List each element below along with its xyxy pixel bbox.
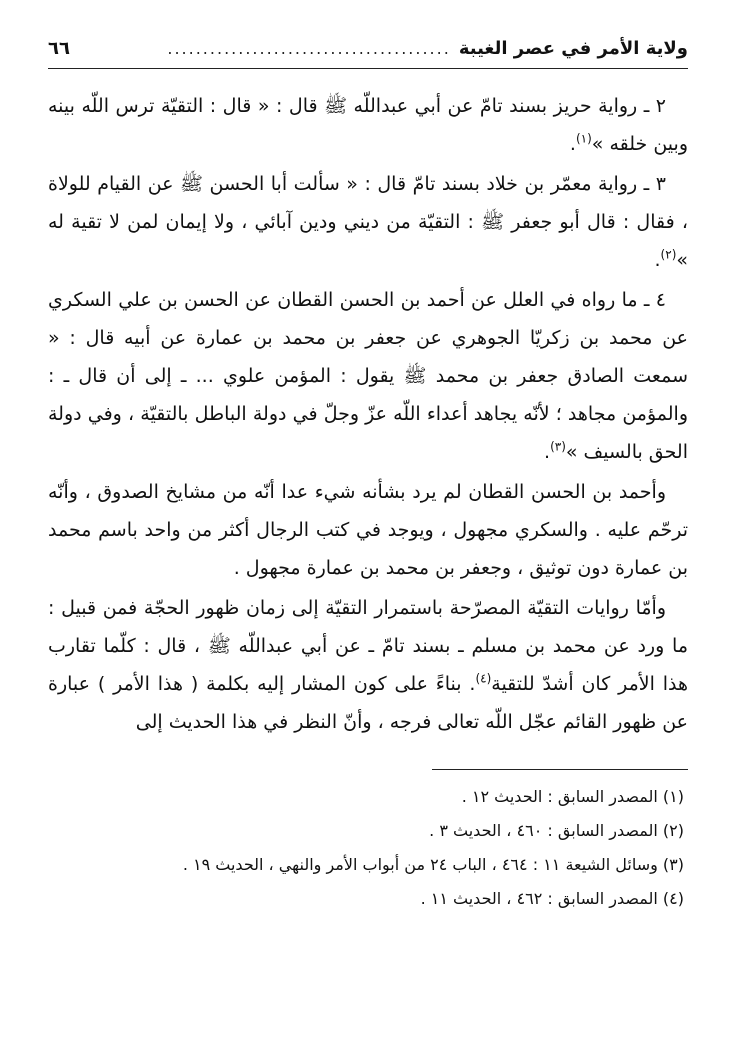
footnote-divider xyxy=(432,769,688,770)
header-leader-dots: ........................................ xyxy=(167,38,451,58)
body-text xyxy=(48,87,688,741)
footnote-ref: (١) xyxy=(575,131,592,146)
page-header xyxy=(48,30,688,69)
paragraph: وأحمد بن الحسن القطان لم يرد بشأنه شيء عدا أنّه من مشايخ الصدوق ، وأنّه ترحّم عليه . والسكري مجهول ، ويوجد في كتب الرجال أكثر من واحد باسم محمد بن عمارة دون توثيق ، وجعفر بن محمد بن عمارة مجهول . xyxy=(48,481,688,579)
footnotes xyxy=(48,780,688,916)
paragraph: ٢ ـ رواية حريز بسند تامّ عن أبي عبداللّه ﷺ قال : « قال : التقيّة ترس اللّه بينه وبين خلقه »$^{(١)}$. xyxy=(48,95,688,155)
footnote-ref: (٢) xyxy=(660,247,677,262)
page-number: ٦٦ xyxy=(48,37,70,59)
paragraph: ٤ ـ ما رواه في العلل عن أحمد بن الحسن القطان عن الحسن بن علي السكري عن محمد بن زكريّا الجوهري عن جعفر بن محمد بن عمارة عن أبيه قال : « سمعت الصادق جعفر بن محمد ﷺ يقول : المؤمن علوي ... ـ إلى أن قال ـ : والمؤمن مجاهد ؛ لأنّه يجاهد أعداء اللّه عزّ وجلّ في دولة الباطل بالتقيّة ، وفي دولة الحق بالسيف »$^{(٣)}$. xyxy=(48,289,688,463)
footnote-ref: (٤) xyxy=(475,671,492,686)
footnote: (٢) المصدر السابق : ٤٦٠ ، الحديث ٣ . xyxy=(429,821,684,840)
paragraph: وأمّا روايات التقيّة المصرّحة باستمرار التقيّة إلى زمان ظهور الحجّة فمن قبيل : ما ورد عن محمد بن مسلم ـ بسند تامّ ـ عن أبي عبداللّه ﷺ ، قال : كلّما تقارب هذا الأمر كان أشدّ للتقية$^{(٤)}$. بناءً على كون المشار إليه بكلمة ( هذا الأمر ) عبارة عن ظهور القائم عجّل اللّه تعالى فرجه ، وأنّ النظر في هذا الحديث إلى xyxy=(48,597,688,733)
paragraph: ٣ ـ رواية معمّر بن خلاد بسند تامّ قال : « سألت أبا الحسن ﷺ عن القيام للولاة ، فقال : قال أبو جعفر ﷺ : التقيّة من ديني ودين آبائي ، ولا إيمان لمن لا تقية له »$^{(٢)}$. xyxy=(48,173,688,271)
footnote-ref: (٣) xyxy=(550,439,566,454)
running-title: ولاية الأمر في عصر الغيبة xyxy=(458,37,688,59)
footnote: (٣) وسائل الشيعة ١١ : ٤٦٤ ، الباب ٢٤ من أبواب الأمر والنهي ، الحديث ١٩ . xyxy=(182,855,684,874)
footnote: (١) المصدر السابق : الحديث ١٢ . xyxy=(461,787,684,806)
book-page xyxy=(48,30,688,916)
footnote: (٤) المصدر السابق : ٤٦٢ ، الحديث ١١ . xyxy=(420,889,684,908)
